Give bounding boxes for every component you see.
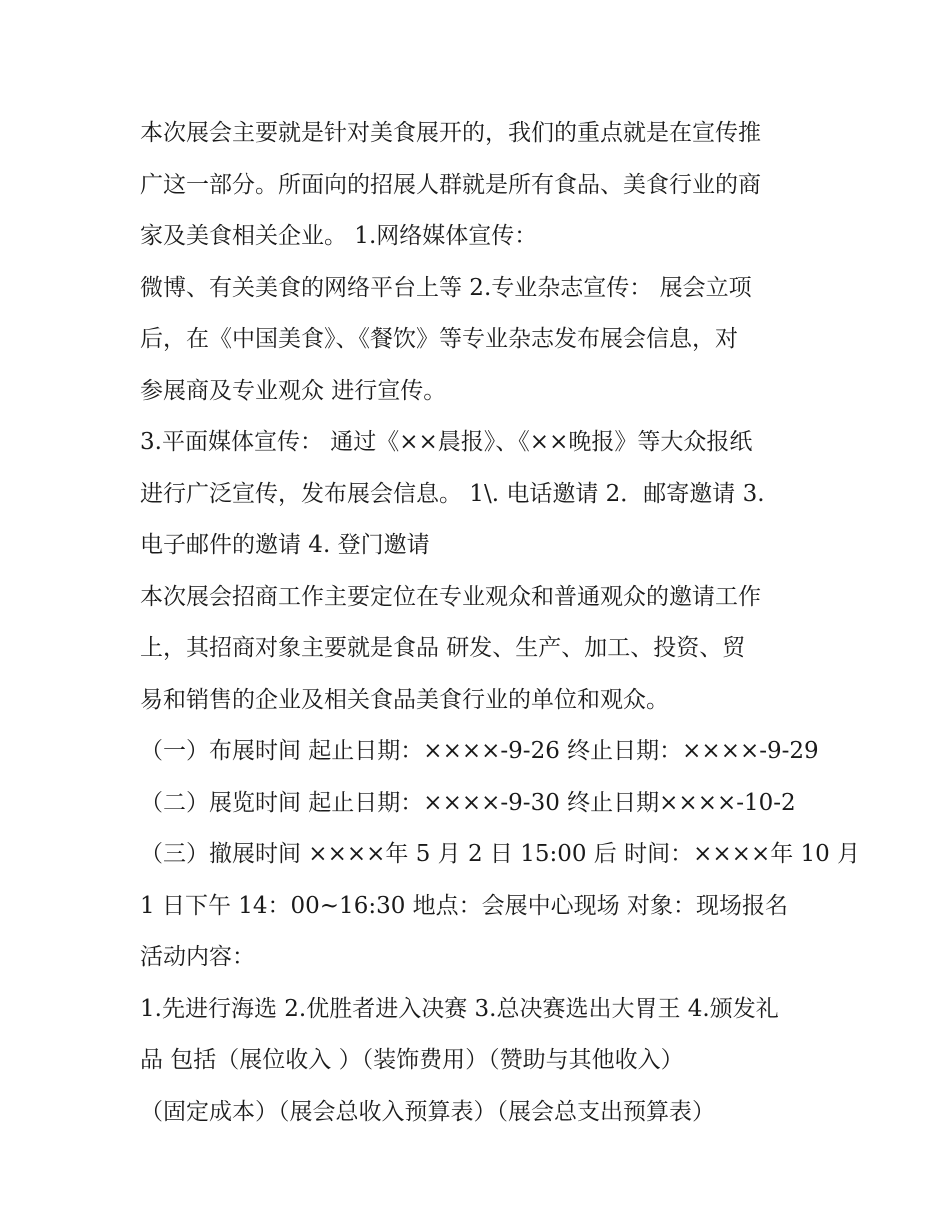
text-line: 进行广泛宣传，发布展会信息。 1\. 电话邀请 2．邮寄邀请 3.: [140, 480, 765, 507]
text-line: 后，在《中国美食》、《餐饮》等专业杂志发布展会信息，对: [140, 326, 738, 352]
text-line: 广这一部分。所面向的招展人群就是所有食品、美食行业的商: [140, 171, 761, 198]
text-line: 1.先进行海选 2.优胜者进入决赛 3.总决赛选出大胃王 4.颁发礼: [140, 995, 779, 1022]
text-line: 参展商及专业观众 进行宣传。: [140, 377, 447, 404]
text-line: 活动内容：: [140, 944, 255, 970]
text-line: 电子邮件的邀请 4. 登门邀请: [140, 532, 430, 558]
text-line: 本次展会主要就是针对美食展开的，我们的重点就是在宣传推: [140, 120, 761, 146]
text-line: 1 日下午 14：00~16:30 地点：会展中心现场 对象：现场报名: [140, 892, 788, 919]
text-line: 本次展会招商工作主要定位在专业观众和普通观众的邀请工作: [140, 583, 761, 610]
text-line: （二）展览时间 起止日期：××××-9-30 终止日期××××-10-2: [140, 789, 796, 816]
text-line: 品 包括（展位收入 ）（装饰费用）（赞助与其他收入）: [140, 1047, 684, 1073]
document-body: [140, 108, 861, 1138]
text-line: （固定成本）（展会总收入预算表）（展会总支出预算表）: [140, 1098, 715, 1125]
text-line: 上，其招商对象主要就是食品 研发、生产、加工、投资、贸: [140, 635, 746, 661]
text-line: 易和销售的企业及相关食品美食行业的单位和观众。: [140, 686, 669, 713]
text-line: 家及美食相关企业。 1.网络媒体宣传：: [140, 223, 538, 249]
text-line: （三）撤展时间 ××××年 5 月 2 日 15:00 后 时间：××××年 10 月: [140, 841, 861, 867]
text-line: （一）布展时间 起止日期：××××-9-26 终止日期：××××-9-29: [140, 738, 819, 764]
text-line: 微博、有关美食的网络平台上等 2.专业杂志宣传： 展会立项: [140, 274, 752, 301]
text-line: 3.平面媒体宣传： 通过《××晨报》、《××晚报》等大众报纸: [140, 429, 753, 455]
